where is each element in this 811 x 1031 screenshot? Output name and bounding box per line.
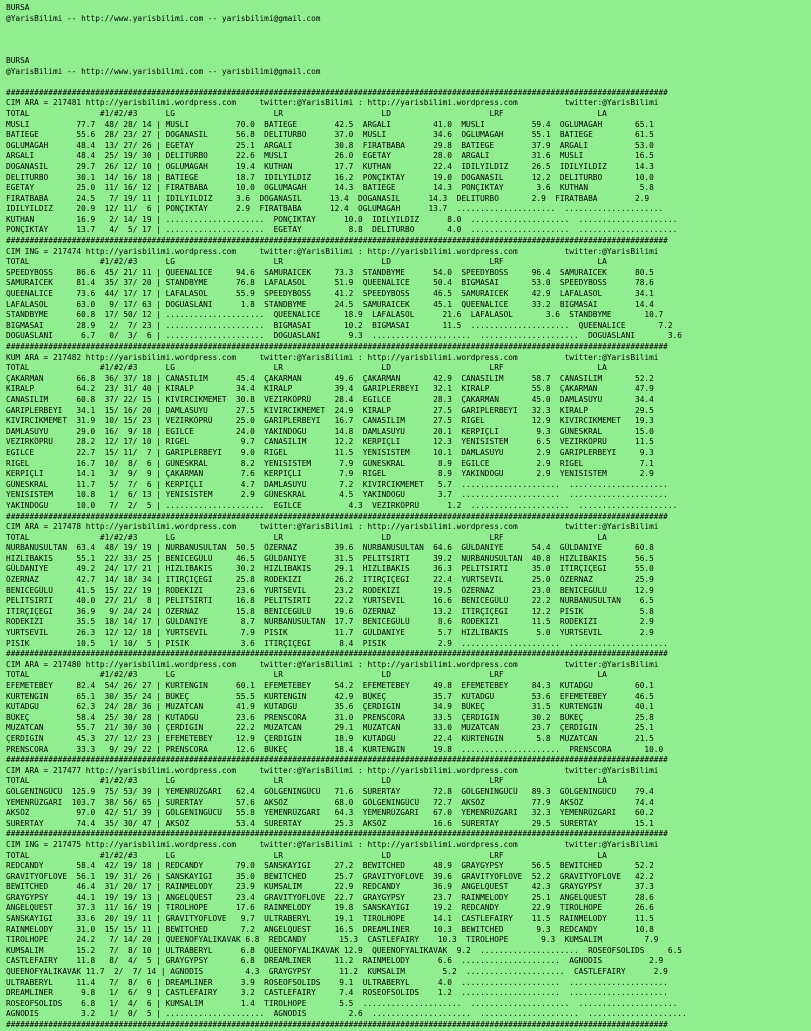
race-title: KUM ARA = 217482 http://yarisbilimi.wordpress.com twitter:@YarisBilimi : http://yarisbilimi.wordpress.com twitter:@YarisBilimi <box>6 352 659 362</box>
table-row: AKSÖZ 97.0 42/ 51/ 39 | GÖLGENINGÜCÜ 55.8 YEMENRÜZGARI 64.3 YEMENRÜZGARI 67.0 YEMENRÜZGARI 32.3 YEMENRÜZGARI 60.2 <box>6 808 654 818</box>
table-row: CASTLEFAIRY 11.8 8/ 4/ 5 | GRAYGYPSY 6.8 DREAMLINER 11.2 RAINMELODY 6.6 ..................... AGNODIS 2.9 <box>6 956 664 966</box>
race-title: CIM ARA = 217477 http://yarisbilimi.wordpress.com twitter:@YarisBilimi : http://yarisbilimi.wordpress.com twitter:@YarisBilimi <box>6 765 659 775</box>
table-row: LAFALASOL 63.0 9/ 17/ 63 | DOGUASLANI 1.8 STANDBYME 24.5 SAMURAICEK 45.1 QUEENALICE 33.2 BIGMASAI 14.4 <box>6 299 654 309</box>
table-row: MUZATCAN 55.7 21/ 30/ 30 | ÇERDIGIN 22.2 MUZATCAN 29.1 MUZATCAN 33.0 MUZATCAN 23.7 ÇERDIGIN 25.1 <box>6 723 654 733</box>
race-section <box>6 829 811 1020</box>
table-row: DAMLASUYU 29.0 16/ 9/ 18 | EGILCE 24.0 YAKINDOGU 14.8 DAMLASUYU 20.1 KERPIÇLI 9.3 GÜNESKRAL 15.0 <box>6 426 654 436</box>
column-headers: TOTAL #1/#2/#3 LG LR LD LRF LA <box>6 850 607 860</box>
table-row: PISIK 10.5 1/ 10/ 5 | PISIK 3.6 ITIRÇIÇEGI 8.4 PISIK 2.9 ..................... ..................... <box>6 638 668 648</box>
separator-line: ############################################################################################################################################# <box>6 829 668 839</box>
race-title: CIM ARA = 217480 http://yarisbilimi.wordpress.com twitter:@YarisBilimi : http://yarisbilimi.wordpress.com twitter:@YarisBilimi <box>6 659 659 669</box>
table-row: ÖZERNAZ 42.7 14/ 18/ 34 | ITIRÇIÇEGI 25.8 RODEKIZI 26.2 ITIRÇIÇEGI 22.4 YURTSEVIL 25.0 ÖZERNAZ 25.9 <box>6 575 654 585</box>
table-row: NURBANUSULTAN 63.4 48/ 19/ 19 | NURBANUSULTAN 50.5 ÖZERNAZ 39.6 NURBANUSULTAN 64.6 GÜLDANIYE 54.4 GÜLDANIYE 60.8 <box>6 543 654 553</box>
table-row: VEZIRKÖPRÜ 28.2 12/ 17/ 10 | RIGEL 9.7 CANASILIM 12.2 KERPIÇLI 12.3 YENISISTEM 6.5 VEZIRKÖPRÜ 11.5 <box>6 437 654 447</box>
table-row: KUMSALIM 15.2 7/ 8/ 10 | ULTRABERYL 6.8 QUEENOFYALIKAVAK 12.9 QUEENOFYALIKAVAK 9.2 ..................... ROSEOFSOLIDS 6.5 <box>6 945 682 955</box>
table-row: YAKINDOGU 10.0 7/ 2/ 5 | ..................... EGILCE 4.3 VEZIRKÖPRÜ 1.2 ..................... ..................... <box>6 500 678 510</box>
city-heading-repeat: BURSA <box>6 55 30 65</box>
race-section <box>6 649 811 755</box>
table-row: ANGELQUEST 37.3 11/ 16/ 19 | TIROLHOPE 17.6 RAINMELODY 19.8 SANSKAYIGI 19.2 REDCANDY 22.9 TIROLHOPE 26.6 <box>6 903 654 913</box>
table-row: EFEMETEBEY 82.4 54/ 26/ 27 | KURTENGIN 60.1 EFEMETEBEY 54.2 EFEMETEBEY 49.8 EFEMETEBEY 84.3 KUTADGU 60.1 <box>6 681 654 690</box>
table-row: DELITURBO 30.1 14/ 16/ 18 | BATIEGE 18.7 IDILYILDIZ 16.2 PONÇIKTAY 19.0 DOGANASIL 12.2 DELITURBO 10.0 <box>6 172 654 182</box>
table-row: YURTSEVIL 26.3 12/ 12/ 18 | YURTSEVIL 7.9 PISIK 11.7 GÜLDANIYE 5.7 HIZLIBAKIS 5.0 YURTSEVIL 2.9 <box>6 628 654 638</box>
race-section <box>6 236 811 342</box>
city-heading: BURSA <box>6 3 30 12</box>
race-section <box>6 755 811 829</box>
column-headers: TOTAL #1/#2/#3 LG LR LD LRF LA <box>6 532 607 542</box>
table-row: PRENSCORA 33.3 9/ 29/ 22 | PRENSCORA 12.6 BÜKEÇ 18.4 KURTENGIN 19.8 ..................... PRENSCORA 10.0 <box>6 744 664 754</box>
table-row: GÜLDANIYE 49.2 24/ 17/ 21 | HIZLIBAKIS 30.2 HIZLIBAKIS 29.1 HIZLIBAKIS 36.3 PELITSIRTI 35.0 ITIRÇIÇEGI 55.0 <box>6 564 654 574</box>
table-row: ÇERDIGIN 45.3 27/ 12/ 23 | EFEMETEBEY 12.9 ÇERDIGIN 18.9 KUTADGU 22.4 KURTENGIN 5.8 MUZATCAN 21.5 <box>6 733 654 743</box>
table-row: YENISISTEM 10.8 1/ 6/ 13 | YENISISTEM 2.9 GÜNESKRAL 4.5 YAKINDOGU 3.7 ..................... ..................... <box>6 490 668 500</box>
table-row: QUEENOFYALIKAVAK 11.7 2/ 7/ 14 | AGNODIS 4.3 GRAYGYPSY 11.2 KUMSALIM 5.2 ..................... CASTLEFAIRY 2.9 <box>6 967 668 977</box>
race-title: CIM ING = 217475 http://yarisbilimi.wordpress.com twitter:@YarisBilimi : http://yarisbilimi.wordpress.com twitter:@YarisBilimi <box>6 839 659 849</box>
site-contact-line: @YarisBilimi -- http://www.yarisbilimi.com -- yarisbilimi@gmail.com <box>6 13 321 23</box>
race-section <box>6 512 811 650</box>
table-row: KUTADGU 62.3 24/ 28/ 36 | MUZATCAN 41.9 KUTADGU 35.6 ÇERDIGIN 34.9 BÜKEÇ 31.5 KURTENGIN 40.1 <box>6 702 654 712</box>
table-row: GÖLGENINGÜCÜ 125.9 75/ 53/ 39 | YEMENRÜZGARI 62.4 GÖLGENINGÜCÜ 71.6 SURERTAY 72.8 GÖLGENINGÜCÜ 89.3 GÖLGENINGÜCÜ 79.4 <box>6 786 654 796</box>
table-row: GARIPLERBEYI 34.1 15/ 16/ 20 | DAMLASUYU 27.5 KIVIRCIKMEMET 24.9 KIRALP 27.5 GARIPLERBEYI 32.3 KIRALP 29.5 <box>6 405 654 415</box>
race-tables <box>6 88 811 1031</box>
header-block-repeat <box>6 56 811 77</box>
column-headers: TOTAL #1/#2/#3 LG LR LD LRF LA <box>6 670 607 680</box>
table-row: PELITSIRTI 40.0 27/ 21/ 8 | PELITSIRTI 16.8 PELITSIRTI 22.2 YURTSEVIL 16.6 BENICEGÜLÜ 22.2 NURBANUSULTAN 6.5 <box>6 596 654 606</box>
column-headers: TOTAL #1/#2/#3 LG LR LD LRF LA <box>6 108 607 118</box>
table-row: KERPIÇLI 14.1 3/ 9/ 9 | ÇAKARMAN 7.6 KERPIÇLI 7.9 RIGEL 8.9 YAKINDOGU 2.9 YENISISTEM 2.9 <box>6 469 654 479</box>
table-row: BEWITCHED 46.4 31/ 20/ 17 | RAINMELODY 23.9 KUMSALIM 22.9 REDCANDY 36.9 ANGELQUEST 42.3 GRAYGYPSY 37.3 <box>6 882 654 892</box>
table-row: EGILCE 22.7 15/ 11/ 7 | GARIPLERBEYI 9.0 RIGEL 11.5 YENISISTEM 10.1 DAMLASUYU 2.9 GARIPLERBEYI 9.3 <box>6 447 654 457</box>
table-row: ROSEOFSOLIDS 6.8 1/ 4/ 6 | KUMSALIM 1.4 TIROLHOPE 5.5 ..................... ..................... ..................... <box>6 998 678 1008</box>
table-row: GRAYGYPSY 44.1 19/ 19/ 13 | ANGELQUEST 23.4 GRAVITYOFLOVE 22.7 GRAYGYPSY 23.7 RAINMELODY 25.1 ANGELQUEST 28.6 <box>6 892 654 902</box>
table-row: SAMURAICEK 81.4 35/ 37/ 20 | STANDBYME 76.8 LAFALASOL 51.9 QUEENALICE 50.4 BIGMASAI 53.0 SPEEDYBOSS 78.6 <box>6 278 654 288</box>
table-row: KIVIRCIKMEMET 31.9 10/ 15/ 23 | VEZIRKÖPRÜ 25.0 GARIPLERBEYI 16.7 CANASILIM 27.5 RIGEL 12.9 KIVIRCIKMEMET 19.3 <box>6 416 654 426</box>
table-row: BATIEGE 55.6 28/ 23/ 27 | DOGANASIL 56.8 DELITURBO 37.0 MUSLI 34.6 OGLUMAGAH 55.1 BATIEGE 61.5 <box>6 130 654 140</box>
site-contact-line-repeat: @YarisBilimi -- http://www.yarisbilimi.com -- yarisbilimi@gmail.com <box>6 66 321 76</box>
table-row: AGNODIS 3.2 1/ 0/ 5 | ..................... AGNODIS 2.6 ..................... ..................... ..................... <box>6 1009 687 1019</box>
separator-line: ############################################################################################################################################# <box>6 1020 668 1029</box>
table-row: BIGMASAI 28.9 2/ 7/ 23 | ..................... BIGMASAI 10.2 BIGMASAI 11.5 ..................... QUEENALICE 7.2 <box>6 320 673 330</box>
table-row: FIRATBABA 24.5 7/ 19/ 11 | IDILYILDIZ 3.6 DOGANASIL 13.4 DOGANASIL 14.3 DELITURBO 2.9 FIRATBABA 2.9 <box>6 193 650 203</box>
table-row: CANASILIM 60.8 37/ 22/ 15 | KIVIRCIKMEMET 30.8 VEZIRKÖPRÜ 28.4 EGILCE 28.3 ÇAKARMAN 45.0 DAMLASUYU 34.4 <box>6 394 654 404</box>
table-row: GÜNESKRAL 11.7 5/ 7/ 6 | KERPIÇLI 4.7 DAMLASUYU 7.2 KIVIRCIKMEMET 5.7 ..................... ..................... <box>6 479 668 489</box>
table-row: DOGANASIL 29.7 26/ 12/ 10 | OGLUMAGAH 19.4 KUTHAN 17.7 KUTHAN 22.4 IDILYILDIZ 26.5 IDILYILDIZ 14.3 <box>6 161 654 171</box>
table-row: ITIRÇIÇEGI 36.9 9/ 24/ 24 | ÖZERNAZ 15.8 BENICEGÜLÜ 19.6 ÖZERNAZ 13.2 ITIRÇIÇEGI 12.2 PISIK 5.8 <box>6 606 654 616</box>
table-row: EGETAY 25.0 11/ 16/ 12 | FIRATBABA 10.0 OGLUMAGAH 14.3 BATIEGE 14.3 PONÇIKTAY 3.6 KUTHAN 5.8 <box>6 183 654 193</box>
table-row: PONÇIKTAY 13.7 4/ 5/ 17 | ..................... EGETAY 8.8 DELITURBO 4.0 ..................... ..................... <box>6 225 678 235</box>
column-headers: TOTAL #1/#2/#3 LG LR LD LRF LA <box>6 257 607 267</box>
blank-line <box>6 35 811 46</box>
table-row: KUTHAN 16.9 2/ 14/ 19 | ..................... PONÇIKTAY 10.0 IDILYILDIZ 8.0 ..................... ..................... <box>6 214 678 224</box>
table-row: SPEEDYBOSS 86.6 45/ 21/ 11 | QUEENALICE 94.6 SAMURAICEK 73.3 STANDBYME 54.0 SPEEDYBOSS 96.4 SAMURAICEK 80.5 <box>6 267 654 277</box>
table-row: YEMENRÜZGARI 103.7 38/ 56/ 65 | SURERTAY 57.6 AKSÖZ 68.0 GÖLGENINGÜCÜ 72.7 AKSÖZ 77.9 AKSÖZ 74.4 <box>6 797 654 807</box>
table-row: MUSLI 77.7 48/ 28/ 14 | MUSLI 70.0 BATIEGE 42.5 ARGALI 41.0 MUSLI 59.4 OGLUMAGAH 65.1 <box>6 119 654 129</box>
table-row: KIRALP 64.2 23/ 31/ 40 | KIRALP 34.4 KIRALP 39.4 GARIPLERBEYI 32.1 KIRALP 55.8 ÇAKARMAN 47.9 <box>6 384 654 394</box>
table-row: SANSKAYIGI 33.6 20/ 19/ 11 | GRAVITYOFLOVE 9.7 ULTRABERYL 19.1 TIROLHOPE 14.1 CASTLEFAIRY 11.5 RAINMELODY 11.5 <box>6 914 654 924</box>
column-headers: TOTAL #1/#2/#3 LG LR LD LRF LA <box>6 776 607 786</box>
table-row: ULTRABERYL 11.4 7/ 8/ 6 | DREAMLINER 3.9 ROSEOFSOLIDS 9.1 ULTRABERYL 4.0 ..................... ..................... <box>6 977 668 987</box>
table-row: DREAMLINER 9.8 1/ 6/ 9 | CASTLEFAIRY 3.2 CASTLEFAIRY 7.4 ROSEOFSOLIDS 1.2 ..................... ..................... <box>6 988 668 998</box>
table-row: ÇAKARMAN 66.8 36/ 37/ 18 | CANASILIM 45.4 ÇAKARMAN 49.6 ÇAKARMAN 42.9 CANASILIM 58.7 CANASILIM 52.2 <box>6 373 654 383</box>
table-row: QUEENALICE 73.6 44/ 17/ 17 | LAFALASOL 55.9 SPEEDYBOSS 41.2 SPEEDYBOSS 46.5 SAMURAICEK 42.9 LAFALASOL 34.1 <box>6 289 654 299</box>
race-title: CIM ING = 217474 http://yarisbilimi.wordpress.com twitter:@YarisBilimi : http://yarisbilimi.wordpress.com twitter:@YarisBilimi <box>6 246 659 256</box>
table-row: TIROLHOPE 24.2 7/ 14/ 20 | QUEENOFYALIKAVAK 6.8 REDCANDY 15.3 CASTLEFAIRY 10.3 TIROLHOPE 9.3 KUMSALIM 7.9 <box>6 935 659 945</box>
table-row: REDCANDY 58.4 42/ 19/ 18 | REDCANDY 79.0 SANSKAYIGI 27.2 BEWITCHED 48.9 GRAYGYPSY 56.5 BEWITCHED 52.2 <box>6 861 654 871</box>
separator-line: ############################################################################################################################################# <box>6 511 668 521</box>
table-row: RODEKIZI 35.5 18/ 14/ 17 | GÜLDANIYE 8.7 NURBANUSULTAN 17.7 BENICEGÜLÜ 8.6 RODEKIZI 11.5 RODEKIZI 2.9 <box>6 617 654 627</box>
separator-line: ############################################################################################################################################# <box>6 755 668 765</box>
blank-line <box>6 24 811 35</box>
table-row: DOGUASLANI 6.7 0/ 3/ 6 | ..................... DOGUASLANI 9.3 ..................... ..................... DOGUASLANI 3.6 <box>6 331 682 341</box>
table-row: ARGALI 48.4 25/ 19/ 30 | DELITURBO 22.6 MUSLI 26.0 EGETAY 28.0 ARGALI 31.6 MUSLI 16.5 <box>6 151 654 161</box>
table-row: RIGEL 16.7 10/ 8/ 6 | GÜNESKRAL 8.2 YENISISTEM 7.9 GÜNESKRAL 8.9 EGILCE 2.9 RIGEL 7.1 <box>6 458 654 468</box>
table-row: RAINMELODY 31.0 15/ 15/ 11 | BEWITCHED 7.2 ANGELQUEST 16.5 DREAMLINER 10.3 BEWITCHED 9.3 REDCANDY 10.8 <box>6 924 654 934</box>
column-headers: TOTAL #1/#2/#3 LG LR LD LRF LA <box>6 363 607 373</box>
separator-line: ############################################################################################################################################# <box>6 236 668 246</box>
separator-line: ############################################################################################################################################# <box>6 87 668 97</box>
header-block <box>6 3 811 24</box>
race-section <box>6 88 811 236</box>
table-row: OGLUMAGAH 48.4 13/ 27/ 26 | EGETAY 25.1 ARGALI 30.8 FIRATBABA 29.8 BATIEGE 37.9 ARGALI 53.0 <box>6 140 654 150</box>
table-row: KURTENGIN 65.1 30/ 35/ 24 | BÜKEÇ 55.5 KURTENGIN 42.9 BÜKEÇ 35.7 KUTADGU 53.6 EFEMETEBEY 46.5 <box>6 691 654 701</box>
separator-line: ############################################################################################################################################# <box>6 649 668 659</box>
table-row: HIZLIBAKIS 55.1 22/ 33/ 25 | BENICEGÜLÜ 46.5 GÜLDANIYE 31.5 PELITSIRTI 39.2 NURBANUSULTAN 40.8 HIZLIBAKIS 56.5 <box>6 553 654 563</box>
race-title: CIM ARA = 217481 http://yarisbilimi.wordpress.com twitter:@YarisBilimi : http://yarisbilimi.wordpress.com twitter:@YarisBilimi <box>6 98 659 108</box>
table-row: SURERTAY 74.4 35/ 30/ 47 | AKSÖZ 53.4 SURERTAY 25.3 AKSÖZ 16.6 SURERTAY 29.5 SURERTAY 15.1 <box>6 818 654 828</box>
blank-line <box>6 77 811 88</box>
table-row: GRAVITYOFLOVE 56.1 19/ 31/ 26 | SANSKAYIGI 35.0 BEWITCHED 25.7 GRAVITYOFLOVE 39.6 GRAVITYOFLOVE 52.2 GRAVITYOFLOVE 42.2 <box>6 871 654 881</box>
race-section <box>6 342 811 512</box>
table-row: BENICEGÜLÜ 41.5 15/ 22/ 19 | RODEKIZI 23.6 YURTSEVIL 23.2 RODEKIZI 19.5 ÖZERNAZ 23.0 BENICEGÜLÜ 12.9 <box>6 585 654 595</box>
table-row: STANDBYME 60.8 17/ 50/ 12 | ..................... QUEENALICE 18.9 LAFALASOL 21.6 LAFALASOL 3.6 STANDBYME 10.7 <box>6 310 664 320</box>
blank-line <box>6 45 811 56</box>
table-row: IDILYILDIZ 20.9 12/ 11/ 6 | PONÇIKTAY 2.9 FIRATBABA 12.4 OGLUMAGAH 13.7 ..................... ..................... <box>6 204 664 214</box>
separator-line: ############################################################################################################################################# <box>6 342 668 351</box>
table-row: BÜKEÇ 58.4 25/ 30/ 28 | KUTADGU 23.6 PRENSCORA 31.0 PRENSCORA 33.5 ÇERDIGIN 30.2 BÜKEÇ 25.8 <box>6 712 654 722</box>
race-title: CIM ARA = 217478 http://yarisbilimi.wordpress.com twitter:@YarisBilimi : http://yarisbilimi.wordpress.com twitter:@YarisBilimi <box>6 522 659 532</box>
